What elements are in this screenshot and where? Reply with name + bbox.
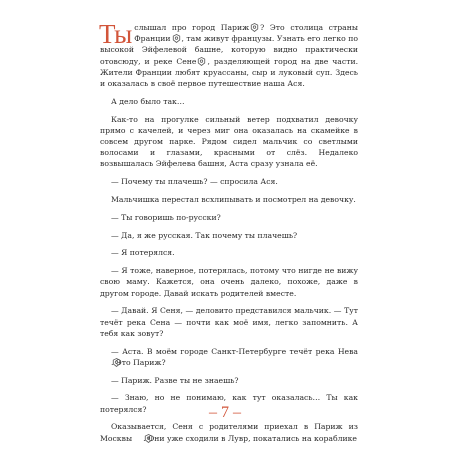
paragraph: Как-то на прогулке сильный ветер подхватил девочку прямо с качелей, и через миг она оказалась на скамейке в совсем другом парке. Рядом сидел мальчик со светлыми волосами и глазами, красными от слёз. Недалеко возвышалась Эйфелева башня, Аста сразу узнала её.	[100, 114, 358, 169]
paragraph: А дело было так…	[111, 96, 185, 106]
paragraph	[100, 421, 358, 443]
paragraph-intro	[99, 19, 359, 89]
map-pin-badge-icon	[250, 23, 259, 32]
paragraph: — Да, я же русская. Так почему ты плачешь?	[111, 230, 298, 240]
paragraph: — Знаю, но не понимаю, как тут оказалась… Ты как потерялся?	[100, 393, 358, 414]
paragraph	[100, 346, 358, 368]
drop-cap: Ты	[99, 19, 133, 49]
text-run: слышал про город Париж	[134, 23, 250, 32]
text-run: . Это Париж?	[111, 357, 166, 367]
paragraph: — Я тоже, наверное, потерялась, потому что нигде не вижу свою маму. Кажется, она очень далеко, похоже, даже в другом городе. Давай искать родителей вместе.	[100, 266, 358, 298]
text-run: , там живут французы. Узнать его легко по высокой Эйфелевой башне, которую видно практически отовсюду, и реке Сене	[100, 34, 358, 66]
text-run: , разделяющей город на две части. Жители Франции любят круассаны, сыр и луковый суп. Здесь и оказалась в своё первое путешествие наша Ася.	[100, 56, 359, 89]
paragraph: — Почему ты плачешь? — спросила Ася.	[111, 177, 278, 187]
text-run: Оказывается, Сеня с родителями приехал в Париж из Москвы	[100, 422, 358, 443]
map-pin-badge-icon	[133, 434, 142, 443]
paragraph: — Давай. Я Сеня, — деловито представился мальчик. — Тут течёт река Сена — почти как моё имя, легко запомнить. А тебя как зовут?	[100, 306, 358, 338]
map-pin-badge-icon	[101, 358, 110, 367]
paragraph: — Я потерялся.	[111, 248, 175, 258]
map-pin-badge-icon	[172, 34, 181, 43]
text-run: ? Это столица страны Франции	[134, 23, 358, 44]
page-number: – 7 –	[209, 404, 241, 421]
paragraph: — Париж. Разве ты не знаешь?	[111, 375, 239, 385]
paragraph: Мальчишка перестал всхлипывать и посмотрел на девочку.	[111, 195, 356, 205]
text-run: . Они уже сходили в Лувр, покатались на кораблике	[143, 433, 357, 443]
map-pin-badge-icon	[197, 57, 206, 66]
body-text	[99, 19, 359, 444]
paragraph: — Ты говоришь по-русски?	[111, 212, 221, 222]
text-run: — Аста. В моём городе Санкт-Петербурге течёт река Нева	[111, 346, 358, 356]
